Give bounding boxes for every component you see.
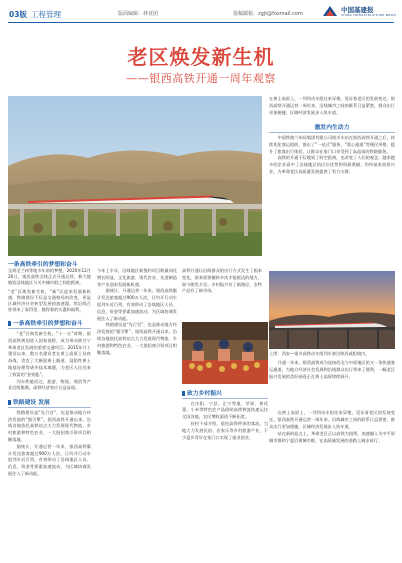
right-column-bottom — [269, 360, 395, 444]
villagers-produce-photo — [182, 322, 268, 384]
section-2-paragraph: 据统计，开通运营一年来，银西高铁累计发送旅客超过900万人次，日均开行动车组列车近百列，有效带动了沿线地区人员、信息、资金等要素加速流动，为区域协调发展注入了新动能。 — [97, 288, 177, 321]
section-3-paragraph: 在庆阳、宁县、正宁等地，苹果、黄花菜、小米等特色农产品借助高铁物流快速运往全国各地，农民增收渠道不断拓宽。 — [182, 400, 268, 420]
caption-paragraph-2: “老”区焕发新生机，“新”区迎来发展新机遇。铁路建设不仅是交通格局的改变，更是区域经济社会转型发展的加速器，给沿线百姓带来了看得见、摸得着的实惠和福利。 — [8, 288, 91, 313]
tail-paragraph: 在黄土高原上，一列列动车组往来穿梭，见证着老区的发展变迁。银西高铁开通运营一周年来，沿线城市之间的联系日益紧密，群众出行更加便捷，区域经济发展步入快车道。 — [269, 410, 395, 429]
column-two — [97, 268, 177, 563]
heading-rule — [8, 407, 91, 408]
train-viaduct-photo — [8, 96, 262, 256]
left-column — [8, 268, 91, 478]
section-heading-3: 致力乡村振兴 — [182, 388, 268, 397]
section-1-paragraph: 列车疾驰而过，旅游、物流、商贸等产业沿线集聚，高铁经济效应日益显现。 — [8, 378, 91, 391]
section-heading-1: 一条高铁牵引的梦想和奋斗 — [8, 318, 91, 327]
headline-title: 老区焕发新生机 — [127, 45, 275, 69]
tail-paragraph: 站在新的起点上，革命老区正以高铁为纽带，加速融入关中平原城市群和宁夏沿黄城市群，在高质量发展的道路上阔步前行。 — [269, 430, 395, 443]
submission-email[interactable]: 投稿邮箱：zgjt@foxmail.com — [233, 11, 303, 17]
section-heading-4: 激发内生动力 — [314, 125, 350, 132]
section-3-paragraph: 驻村干部介绍，依托高铁带来的客流，当地大力发展民宿、农家乐等乡村旅游产业，不少返乡青年在家门口实现了就业创业。 — [182, 420, 268, 440]
section-3-intro-paragraph: 高铁开通让沿线群众的出行方式发生了根本变化，原来需要辗转多次才能抵达的地方，如今朝发夕至。乡村振兴有了新路径，农特产品有了新市场。 — [182, 268, 262, 294]
heading-rule — [8, 328, 91, 329]
train-sunset-photo — [269, 271, 395, 349]
section-1-paragraph: “老”区焕发新生机。“十一五”时期，银西高铁规划进入国家视野，成为带动陕甘宁革命老区发展的重要交通项目。2015年开工建设以来，数万名建设者在黄土高原上昼夜奋战，攻克了大断面黄土隧道、湿陷性黄土地基处理等诸多技术难题，为老区人民送来了致富的“金钥匙”。 — [8, 331, 91, 377]
photo-right-caption: 上图：西安—银川高铁动车组列车驶过陕西咸阳境内。 — [269, 351, 370, 356]
photo-top-caption-title: 一条高铁牵引的梦想和奋斗 — [8, 262, 78, 268]
photo-top-caption — [8, 259, 262, 268]
section-2-paragraph: 今年上半年，沿线地区新签约项目数量同比增长明显，文化旅游、现代农业、先进制造等产业迎来发展新机遇。 — [97, 268, 177, 287]
section-2-paragraph: 铁路建设是“先行官”，也是推动地方经济发展的“强引擎”。银西高铁开通以来，沿线各地依托高铁站点大力发展现代物流、乡村旅游和特色农业，一大批招商引资项目相继落地。 — [8, 409, 91, 442]
newspaper-logo-subtitle: CHINA INFRASTRUCTURE NEWS — [341, 13, 396, 17]
column-three — [182, 268, 262, 295]
headline-subtitle: ——银西高铁开通一周年观察 — [126, 72, 276, 85]
section-4-paragraph: 中国铁路兰州局集团有限公司银川车站在银西高铁开通之后，持续优化客运组织，推出了“一站式”服务、“爱心通道”等便民举措，提升了旅客出行体验，让群众在家门口享受到了高品质的铁路服务。 — [269, 134, 395, 154]
heading-rule — [182, 398, 268, 399]
section-name: 工程管理 — [31, 10, 61, 19]
page-number: 03版 — [9, 10, 27, 19]
section-4-paragraph: 高铁的开通不仅缩短了时空距离，也改变了人们的观念。越来越多的企业看中了沿线地区的区位优势和资源禀赋，纷纷前来投资兴业，为革命老区高质量发展提供了有力支撑。 — [269, 155, 395, 174]
section-3 — [182, 388, 268, 441]
section-heading-2: 铁路建设 发展 — [8, 397, 91, 406]
editor-credit: 版面编辑：林亚团 — [118, 11, 159, 17]
header-rule — [8, 22, 394, 23]
newspaper-logo-name: 中国基建报 — [341, 6, 374, 14]
tail-paragraph: 在黄土高原上，一列列动车组往来穿梭，见证着老区的发展变迁。银西高铁开通运营一周年来，沿线城市之间的联系日益紧密，群众出行更加便捷，区域经济发展步入快车道。 — [269, 96, 395, 115]
section-2-paragraph: 铁路建设是“先行官”，也是推动地方经济发展的“强引擎”。银西高铁开通以来，沿线各地依托高铁站点大力发展现代物流、乡村旅游和特色农业，一大批招商引资项目相继落地。 — [97, 322, 177, 355]
section-4-paragraph: 开通一年来，银西高铁成为连接西北与中原地区的又一条快速客运通道，为地方经济社会发展和沿线群众出行带来了便利，一幅老区振兴发展的美好画卷正在黄土高原徐徐展开。 — [269, 360, 395, 379]
heading-rule — [269, 132, 395, 133]
caption-paragraph: 宝鸡至兰州等地多年前的梦想，2020年12月26日，银西高铁全线正式开通运营，极大地缩短沿线地区与关中城市群之间的距离。 — [8, 268, 91, 286]
newspaper-logo-icon — [321, 4, 339, 18]
right-column-top — [269, 96, 395, 176]
section-2-paragraph: 据统计，开通运营一年来，银西高铁累计发送旅客超过900万人次，日均开行动车组列车近百列，有效带动了沿线地区人员、信息、资金等要素加速流动，为区域协调发展注入了新动能。 — [8, 443, 91, 476]
